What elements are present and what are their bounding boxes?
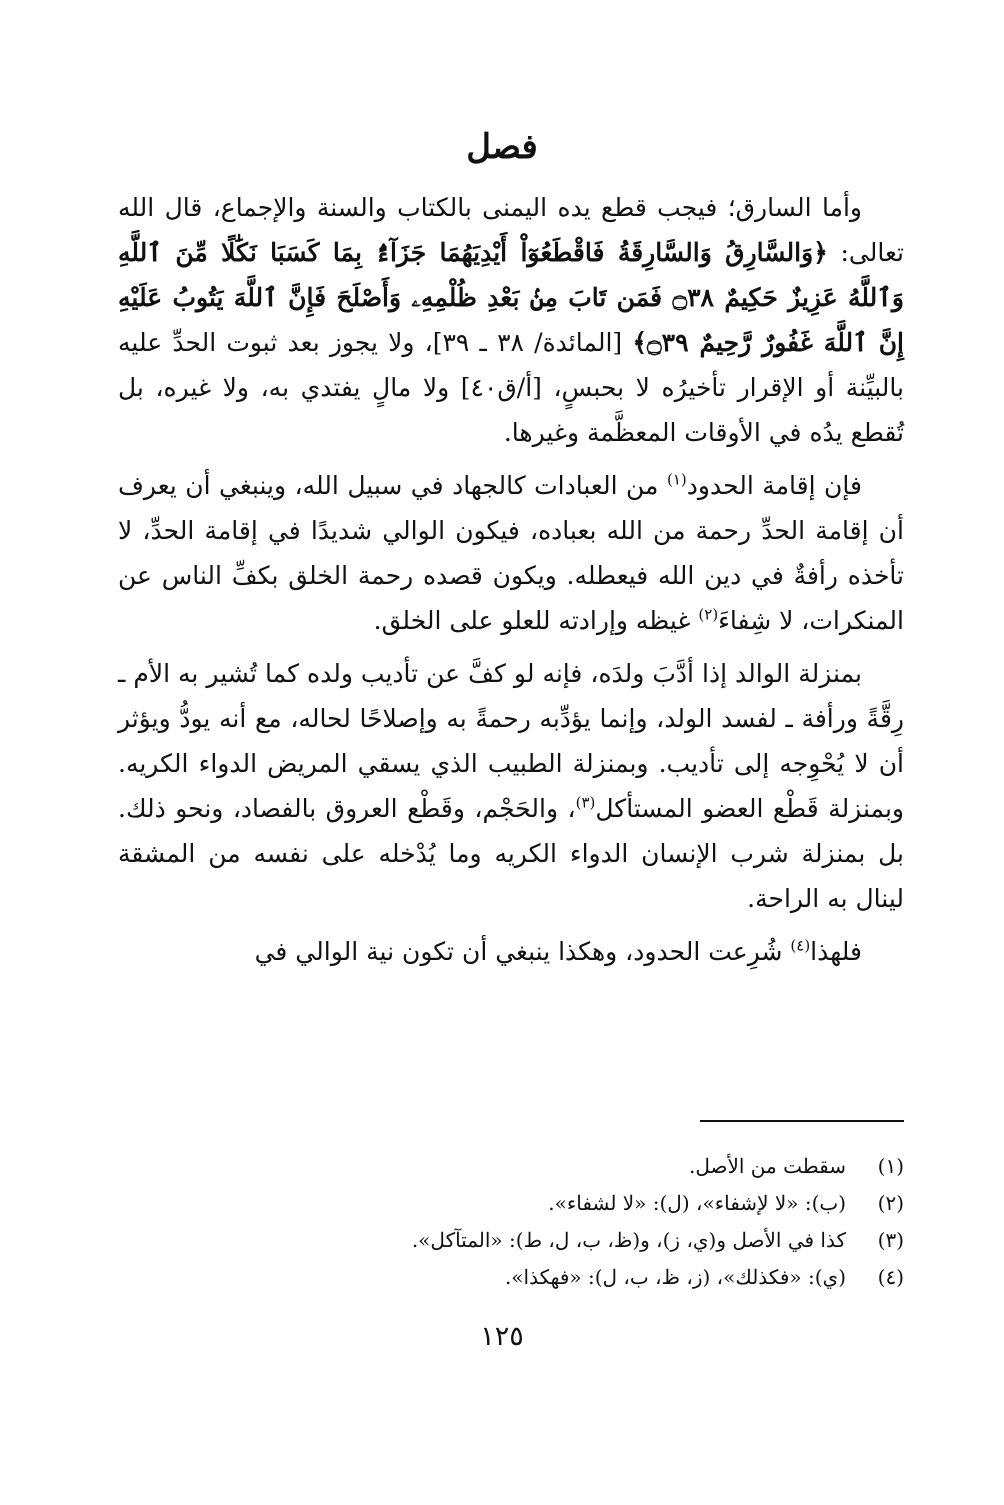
paragraph-1 <box>118 185 904 455</box>
page-number: ١٢٥ <box>480 1321 524 1352</box>
footnote-ref-3: (٣) <box>575 793 596 812</box>
paragraph-2-middle: من العبادات كالجهاد في سبيل الله، وينبغي أن يعرف أن إقامة الحدِّ رحمة من الله بعباده، فيكون الوالي شديدًا في إقامة الحدِّ، لا تأخذه رأفةٌ في دين الله فيعطله. ويكون قصده رحمة الخلق بكفِّ الناس عن المنكرات، لا شِفاءَ <box>118 471 904 635</box>
footnote-number: (١) <box>877 1154 904 1178</box>
footnote-divider <box>700 1120 904 1122</box>
quran-verse: ﴿وَالسَّارِقُ وَالسَّارِقَةُ فَاقْطَعُوٓاْ أَيْدِيَهُمَا جَزَآءًۢ بِمَا كَسَبَا نَكَٰلًا مِّنَ ٱللَّهِ وَٱللَّهُ عَزِيزٌ حَكِيمٌ ۝٣٨ فَمَن تَابَ مِنۢ بَعْدِ ظُلْمِهِۦ وَأَصْلَحَ فَإِنَّ ٱللَّهَ يَتُوبُ عَلَيْهِ إِنَّ ٱللَّهَ غَفُورٌ رَّحِيمٌ ۝٣٩﴾ <box>118 238 905 357</box>
body-text <box>118 185 904 974</box>
footnote <box>118 1148 904 1185</box>
footnote <box>118 1259 904 1296</box>
footnote-ref-1: (١) <box>666 470 687 489</box>
footnote-ref-2: (٢) <box>698 605 719 624</box>
footnote-number: (٢) <box>877 1191 904 1215</box>
footnote-ref-4: (٤) <box>790 936 811 955</box>
footnote <box>118 1185 904 1222</box>
paragraph-2-start: فإن إقامة الحدود <box>686 471 862 500</box>
paragraph-4-start: فلهذا <box>810 937 862 966</box>
footnote-text: (ب): «لا لإشفاء»، (ل): «لا لشفاء». <box>548 1191 846 1215</box>
paragraph-4 <box>118 929 904 974</box>
paragraph-3 <box>118 651 904 921</box>
paragraph-3-start: بمنزلة الوالد إذا أدَّبَ ولدَه، فإنه لو كفَّ عن تأديب ولده كما تُشير به الأم ـ رِقَّةً ورأفة ـ لفسد الولد، وإنما يؤدِّبه رحمةً به وإصلاحًا لحاله، مع أنه يودُّ ويؤثر أن لا يُحْوِجه إلى تأديب. وبمنزلة الطبيب الذي يسقي المريض الدواء الكريه. وبمنزلة قَطْع العضو المستأكل <box>118 659 905 823</box>
paragraph-2 <box>118 463 904 643</box>
paragraph-2-end: غيظه وإرادته للعلو على الخلق. <box>373 606 699 635</box>
paragraph-4-end: شُرِعت الحدود، وهكذا ينبغي أن تكون نية الوالي في <box>254 937 791 966</box>
footnote-text: سقطت من الأصل. <box>688 1154 846 1178</box>
paragraph-1-intro: وأما السارق؛ فيجب قطع يده اليمنى بالكتاب والسنة والإجماع، قال الله تعالى: <box>118 193 904 267</box>
footnotes <box>118 1148 904 1296</box>
footnote-text: كذا في الأصل و(ي، ز)، و(ظ، ب، ل، ط): «المتآكل». <box>411 1228 846 1252</box>
section-heading: فصل <box>466 127 538 167</box>
footnote-number: (٤) <box>877 1265 904 1289</box>
paragraph-3-end: ، والحَجْم، وقَطْع العروق بالفصاد، ونحو ذلك. بل بمنزلة شرب الإنسان الدواء الكريه وما يُدْخله على نفسه من المشقة لينال به الراحة. <box>118 794 904 913</box>
footnote-text: (ي): «فكذلك»، (ز، ظ، ب، ل): «فهكذا». <box>504 1265 846 1289</box>
footnote <box>118 1222 904 1259</box>
paragraph-1-rest: [المائدة/ ٣٨ ـ ٣٩]، ولا يجوز بعد ثبوت الحدِّ عليه بالبيِّنة أو الإقرار تأخيرُه لا بحبسٍ، [أ/ق٤٠] ولا مالٍ يفتدي به، ولا غيره، بل تُقطع يدُه في الأوقات المعظَّمة وغيرها. <box>118 328 905 447</box>
footnote-number: (٣) <box>877 1228 904 1252</box>
